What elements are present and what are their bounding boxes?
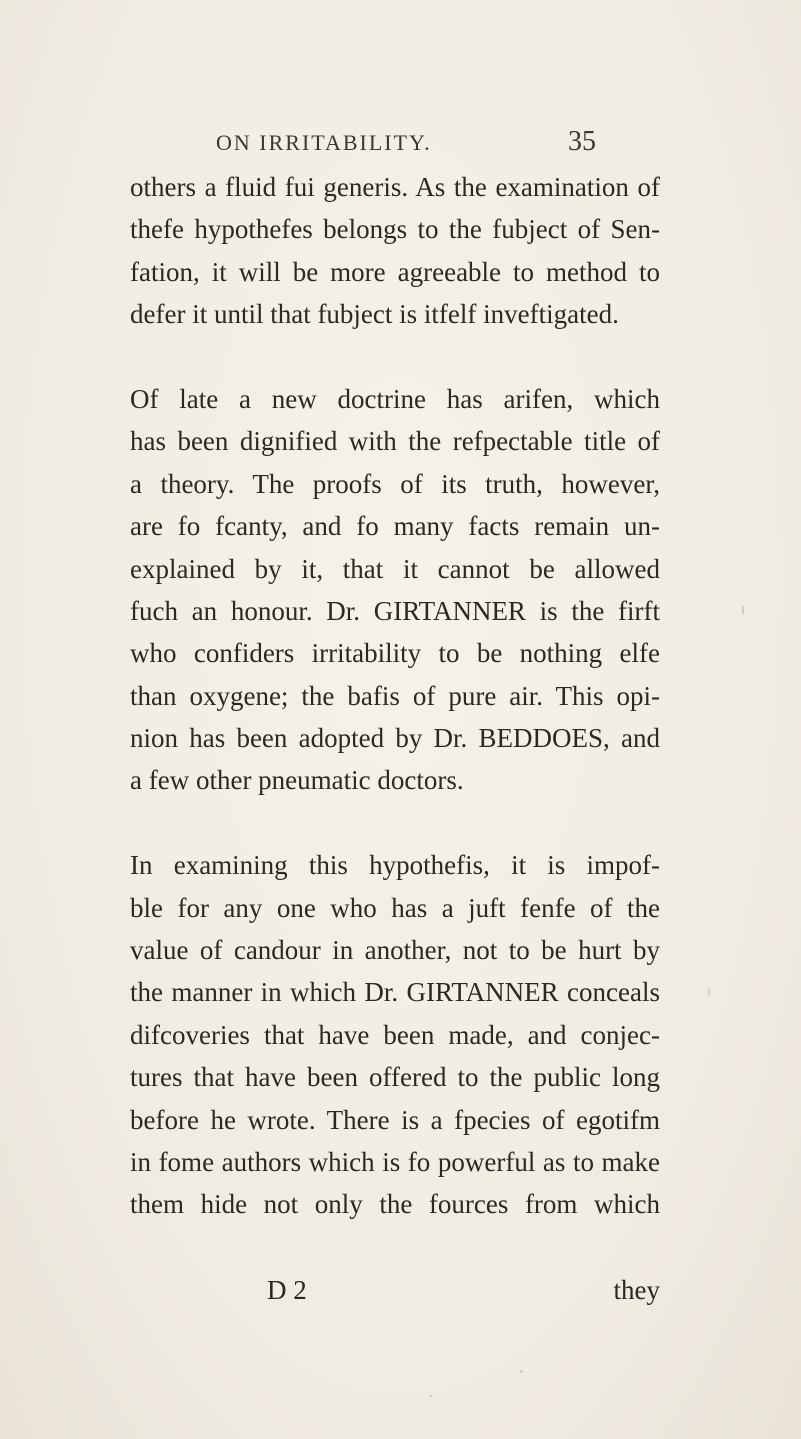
page-footer <box>130 1275 660 1315</box>
text-line: Of late a new doctrine has arifen, which <box>130 383 660 414</box>
text-line: has been dignified with the refpectable title of <box>130 426 660 457</box>
text-line: a few other pneumatic doctors. <box>130 765 464 796</box>
text-line: fuch an honour. Dr. GIRTANNER is the firft <box>130 595 660 626</box>
paper-speck <box>386 618 389 621</box>
paragraph-2 <box>130 378 660 802</box>
paper-speck <box>520 1370 523 1373</box>
paragraph-gap <box>130 336 660 378</box>
text-line: defer it until that fubject is itfelf inveftigated. <box>130 299 619 330</box>
page-number: 35 <box>568 126 596 157</box>
text-line: ble for any one who has a juft fenfe of the <box>130 892 660 923</box>
text-line: explained by it, that it cannot be allowed <box>130 553 660 584</box>
paper-speck <box>430 1395 432 1397</box>
running-head-title: ON IRRITABILITY. <box>216 130 432 155</box>
paper-speck <box>708 988 710 996</box>
text-line: in fome authors which is fo powerful as to make <box>130 1146 660 1177</box>
text-line: value of candour in another, not to be hurt by <box>130 935 660 966</box>
text-line: fation, it will be more agreeable to method to <box>130 256 660 287</box>
body-text <box>130 166 660 1226</box>
paragraph-gap <box>130 802 660 844</box>
text-line: In examining this hypothefis, it is impof- <box>130 850 660 881</box>
text-line: them hide not only the fources from which <box>130 1189 660 1220</box>
text-line: before he wrote. There is a fpecies of egotifm <box>130 1104 660 1135</box>
text-line: tures that have been offered to the public long <box>130 1062 660 1093</box>
text-line: thefe hypothefes belongs to the fubject of Sen- <box>130 214 660 245</box>
text-line: a theory. The proofs of its truth, however, <box>130 468 660 499</box>
paragraph-3 <box>130 844 660 1226</box>
text-line: difcoveries that have been made, and conjec- <box>130 1019 660 1050</box>
paragraph-1 <box>130 166 660 336</box>
paper-speck <box>742 605 744 615</box>
catchword: they <box>613 1275 660 1305</box>
text-line: the manner in which Dr. GIRTANNER conceals <box>130 977 660 1008</box>
text-line: nion has been adopted by Dr. BEDDOES, and <box>130 723 660 754</box>
text-line: others a fluid fui generis. As the examination of <box>130 172 660 202</box>
text-line: than oxygene; the bafis of pure air. This opi- <box>130 680 660 711</box>
running-head <box>216 126 596 170</box>
text-line: are fo fcanty, and fo many facts remain un- <box>130 511 660 542</box>
signature-mark: D 2 <box>267 1275 307 1305</box>
text-line: who confiders irritability to be nothing elfe <box>130 638 660 669</box>
